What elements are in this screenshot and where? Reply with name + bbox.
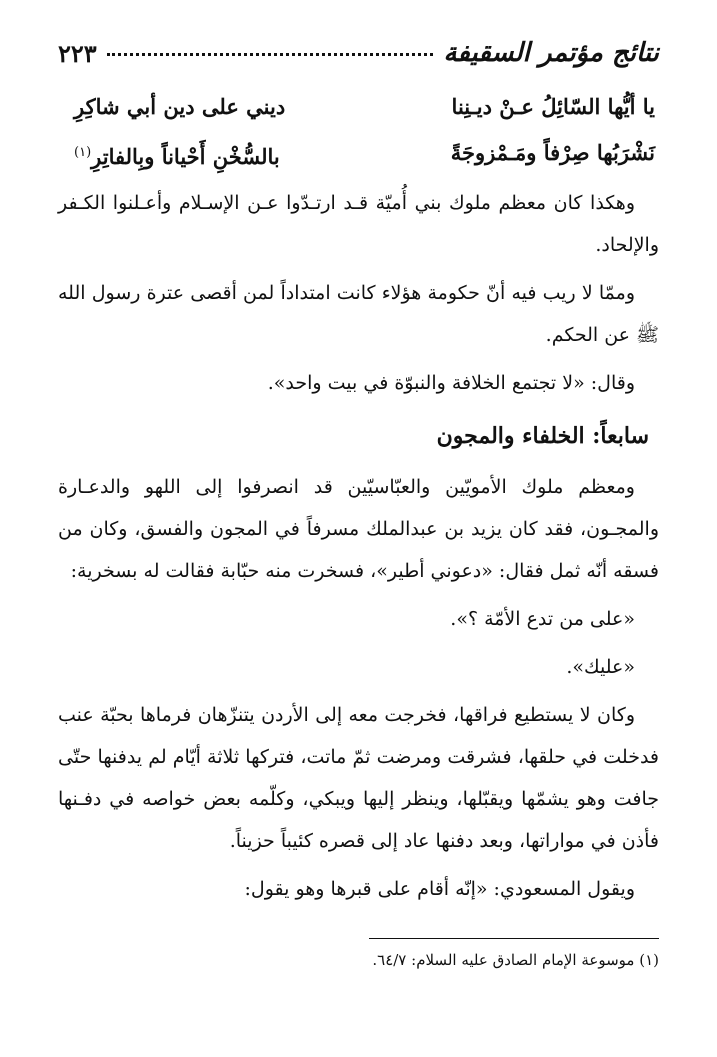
footnote-marker: (١): [74, 145, 92, 160]
paragraph: «على من تدع الأمّة ؟».: [450, 608, 635, 630]
body-text-a: [58, 182, 659, 404]
poem-verses: [58, 84, 659, 176]
footnote: (١) موسوعة الإمام الصادق عليه السلام: ٦٤/٧.: [372, 951, 659, 969]
header-title: نتائج مؤتمر السقيفة: [443, 38, 659, 68]
verse-second-hemistich-text: ديني على دين أبي شاكِرِ: [74, 94, 286, 119]
paragraph: «عليك».: [566, 656, 635, 678]
verse-first-hemistich: نَشْرَبُها صِرْفاً ومَـمْزوجَةً: [450, 140, 655, 165]
verse-second-hemistich: [74, 84, 285, 130]
header-dot-leader: [107, 53, 434, 56]
footnote-separator: [369, 938, 659, 939]
paragraph: وكان لا يستطيع فراقها، فخرجت معه إلى الأردن يتنزّهان فرماها بحبّة عنب فدخلت في حلقها، فشرقت ومرضت ثمّ ماتت، فتركها ثلاثة أيّام لم يدفنها حتّى جافت وهو يشمّها ويقبّلها، وينظر إليها ويبكي، وكلّمه بعض خواصه في دفـنها فأذن في مواراتها، وبعد دفنها عاد إلى قصره كئيباً حزيناً.: [58, 704, 659, 852]
poem-verse: [58, 84, 659, 130]
paragraph: وممّا لا ريب فيه أنّ حكومة هؤلاء كانت امتداداً لمن أقصى عترة رسول الله ﷺ عن الحكم.: [58, 282, 659, 346]
page-number: ٢٢٣: [58, 39, 97, 68]
verse-first-hemistich: يا أيُّها السّائِلُ عـنْ ديـنِنا: [451, 94, 655, 119]
verse-second-hemistich: [74, 130, 280, 176]
body-text-b: [58, 466, 659, 910]
running-header: [58, 18, 659, 68]
paragraph: ومعظم ملوك الأمويّين والعبّاسيّين قد انصرفوا إلى اللهو والدعـارة والمجـون، فقد كان يزيد بن عبدالملك مسرفاً في المجون والفسق، وكان من فسقه أنّه ثمل فقال: «دعوني أطير»، فسخرت منه حبّابة فقالت له بسخرية:: [58, 476, 659, 582]
paragraph: ويقول المسعودي: «إنّه أقام على قبرها وهو يقول:: [244, 878, 635, 900]
paragraph: وقال: «لا تجتمع الخلافة والنبوّة في بيت واحد».: [267, 372, 635, 394]
paragraph: وهكذا كان معظم ملوك بني أُميّة قـد ارتـدّوا عـن الإسـلام وأعـلنوا الكـفر والإلحاد.: [58, 192, 659, 256]
poem-verse: [58, 130, 659, 176]
section-heading: سابعاً: الخلفاء والمجون: [436, 423, 649, 449]
book-page: [58, 18, 659, 1057]
verse-second-hemistich-text: بالسُّخْنِ أَحْياناً وبِالفاتِرِ: [91, 144, 280, 169]
